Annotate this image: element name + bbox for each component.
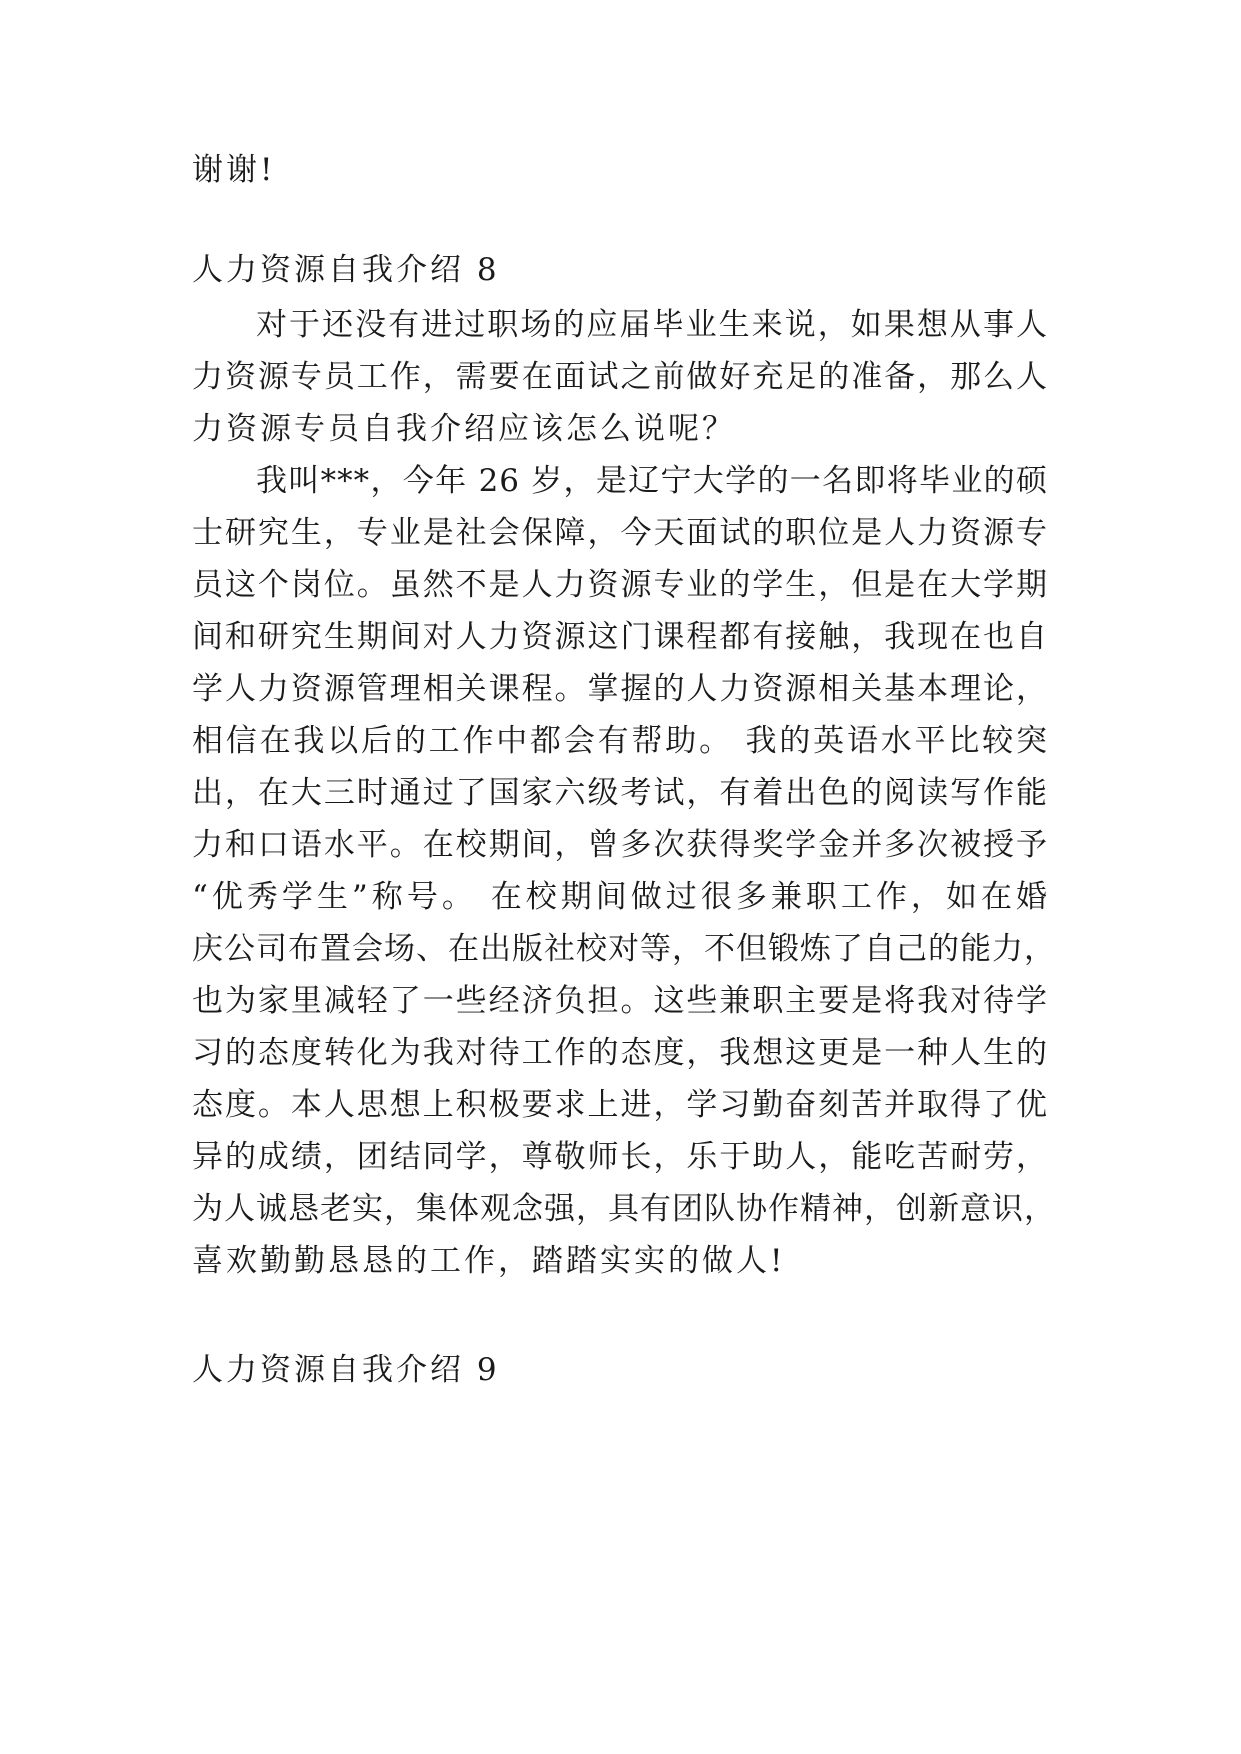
paragraph-line: 士研究生，专业是社会保障，今天面试的职位是人力资源专 [192,515,1048,551]
section-8-heading: 人力资源自我介绍 8 [192,252,500,288]
paragraph-line: 态度。本人思想上积极要求上进，学习勤奋刻苦并取得了优 [192,1087,1048,1123]
paragraph-line: 学人力资源管理相关课程。掌握的人力资源相关基本理论， [192,671,1048,707]
paragraph-line: 喜欢勤勤恳恳的工作，踏踏实实的做人! [192,1243,786,1279]
paragraph-line: 员这个岗位。虽然不是人力资源专业的学生，但是在大学期 [192,567,1048,603]
paragraph-line: 异的成绩，团结同学，尊敬师长，乐于助人，能吃苦耐劳， [192,1139,1048,1175]
paragraph-line: 我叫***，今年 26 岁，是辽宁大学的一名即将毕业的硕 [256,463,1048,499]
paragraph-line: 庆公司布置会场、在出版社校对等，不但锻炼了自己的能力， [192,931,1056,967]
paragraph-line: 也为家里减轻了一些经济负担。这些兼职主要是将我对待学 [192,983,1048,1019]
closing-text: 谢谢! [192,152,276,188]
paragraph-line: 出，在大三时通过了国家六级考试，有着出色的阅读写作能 [192,775,1048,811]
paragraph-line: 力资源专员工作，需要在面试之前做好充足的准备，那么人 [192,359,1048,395]
paragraph-line: 力和口语水平。在校期间，曾多次获得奖学金并多次被授予 [192,827,1048,863]
paragraph-line: 力资源专员自我介绍应该怎么说呢？ [192,411,736,447]
paragraph-line: 对于还没有进过职场的应届毕业生来说，如果想从事人 [256,307,1048,343]
section-9-heading: 人力资源自我介绍 9 [192,1352,500,1388]
paragraph-line: 为人诚恳老实，集体观念强，具有团队协作精神，创新意识， [192,1191,1056,1227]
paragraph-line: 习的态度转化为我对待工作的态度，我想这更是一种人生的 [192,1035,1048,1071]
paragraph-line: “优秀学生”称号。 在校期间做过很多兼职工作，如在婚 [192,879,1048,915]
paragraph-line: 相信在我以后的工作中都会有帮助。 我的英语水平比较突 [192,723,1048,759]
paragraph-line: 间和研究生期间对人力资源这门课程都有接触，我现在也自 [192,619,1048,655]
